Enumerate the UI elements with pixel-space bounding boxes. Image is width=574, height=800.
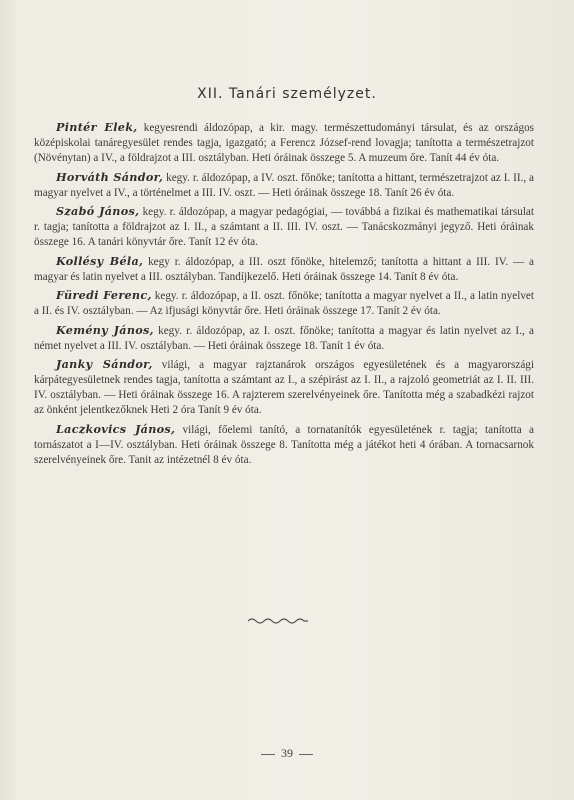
staff-name: Füredi Ferenc, (56, 288, 152, 303)
staff-description: kegy. r. áldozópap, a II. oszt. főnöke; tanította a magyar nyelvet a II., a latin nyelvet a II. és IV. osztályban. — Az ifjusági könyvtár őre. Heti óráinak összege 17. Tanít 2 év óta. (34, 290, 534, 318)
staff-description: világi, főelemi tanító, a tornatanítók egyesületének r. tagja; tanította a tornászatot a I—IV. osztályban. Heti óráinak összege 8. Tanította még a játékot heti 4 órában. A tornacsarnok szerelvényeinek őre. Tanit az intézetnél 8 év óta. (34, 423, 534, 466)
staff-name: Janky Sándor, (56, 357, 153, 372)
staff-name: Kollésy Béla, (56, 253, 144, 268)
staff-entry (34, 422, 534, 468)
staff-description: kegy. r. áldozópap, az I. oszt. főnöke; tanította a magyar és latin nyelvet az I., a német nyelvet a III. IV. osztályban. — Heti óráinak összege 18. Tanít 1 év óta. (34, 324, 534, 352)
staff-entry (34, 357, 534, 418)
staff-entry (34, 170, 534, 201)
staff-description: kegy. r. áldozópap, a IV. oszt. főnöke; tanította a hittant, természetrajzot az I. II., a magyar nyelvet a IV., a történelmet a III. IV. oszt. — Heti óráinak összege 18. Tanít 26 év óta. (34, 171, 535, 199)
staff-description: világi, a magyar rajztanárok országos egyesületének és a magyarországi kárpátegyesületnek rendes tagja, tanította a számtant az I., a szépirást az I. II., a rajzoló geometriát az I. II. III. IV. osztályban. — Heti óráinak összege 16. A rajzterem szerelvényeinek őre. Tanította még a szabadkézi rajzot az önként jelentkezőknek Heti 2 óra Tanít 9 év óta. (34, 359, 535, 417)
staff-name: Szabó János, (56, 204, 140, 219)
staff-entry (34, 204, 534, 250)
staff-entry (34, 254, 534, 285)
page-number-footer (0, 746, 574, 761)
staff-entry (34, 120, 534, 166)
staff-name: Pintér Elek, (56, 120, 138, 134)
staff-description: kegy r. áldozópap, a III. oszt főnöke, hitelemző; tanította a hittant a III. IV. — a magyar és latin nyelvet a III. osztályban. Tandíjkezelő. Heti óráinak összege 14. Tanít 8 év óta. (34, 255, 535, 283)
dash-ornament (299, 754, 313, 755)
dash-ornament (261, 754, 275, 755)
section-heading: XII. Tanári személyzet. (197, 86, 377, 102)
staff-name: Kemény János, (56, 322, 154, 337)
staff-description: kegy. r. áldozópap, a magyar pedagógiai, — továbbá a fizikai és mathematikai társulat r. tagja; tanította a földrajzot az I. II., a számtant a II. III. IV. oszt. — Tanácskozmányi jegyző. Heti óráinak összege 16. A tanári könyvtár őre. Tanít 12 év óta. (34, 206, 535, 249)
wavy-ornament-divider (246, 616, 310, 626)
staff-name: Laczkovics János, (56, 421, 176, 436)
staff-entry (34, 288, 534, 319)
staff-list (34, 120, 534, 471)
page-number: 39 (281, 746, 293, 760)
staff-entry (34, 323, 534, 354)
staff-description: kegyesrendi áldozópap, a kir. magy. természettudományi társulat, és az országos középiskolai tanáregyesület rendes tagja, igazgató; a Ferencz József-rend lovagja; tanította a természetrajzot (Növénytan) a IV., a földrajzot a III. osztályban. Heti óráinak összege 5. A muzeum őre. Tanít 44 év óta. (34, 122, 535, 165)
staff-name: Horváth Sándor, (56, 169, 164, 184)
